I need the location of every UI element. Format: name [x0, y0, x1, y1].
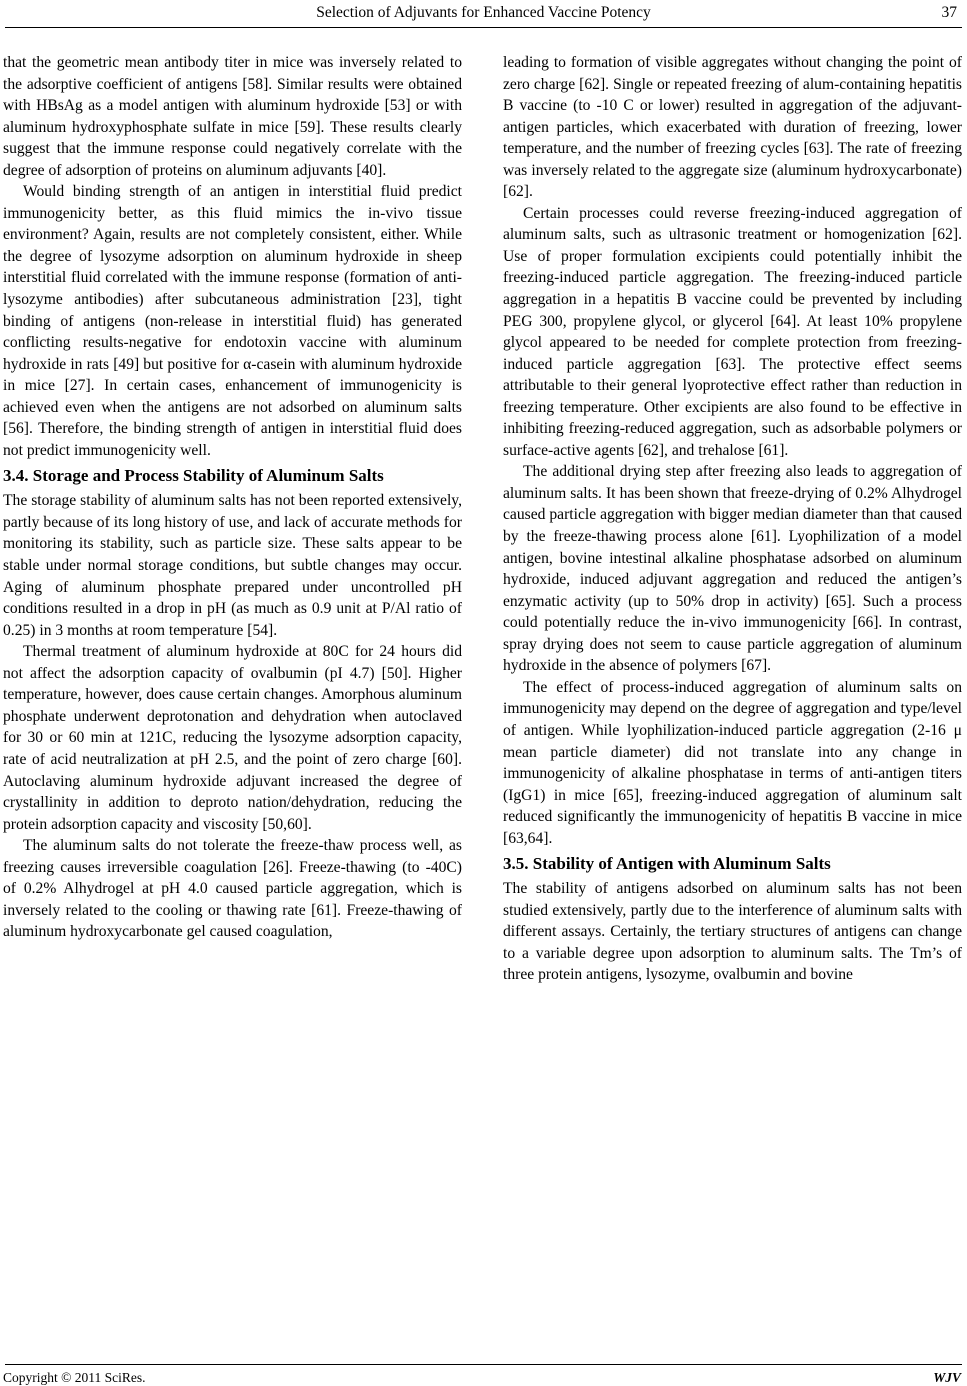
paragraph: Would binding strength of an antigen in interstitial fluid predict immunogenicity better, as this fluid mimics the in-vivo tissue environment? Again, results are not completely consistent, either. While the degree of lysozyme adsorption on aluminum hydroxide in sheep interstitial fluid correlated with the immune response (formation of anti-lysozyme antibodies) after subcutaneous administration [23], tight binding of antigens (non-release in interstitial fluid) has generated conflicting results-negative for endotoxin vaccine with aluminum hydroxide in rats [49] but positive for α-casein with aluminum hydroxide in mice [27]. In certain cases, enhancement of immunogenicity is achieved even when the antigens are not adsorbed on aluminum salts [56]. Therefore, the binding strength of antigen in interstitial fluid does not predict immunogenicity well. — [3, 183, 462, 459]
running-header — [0, 2, 967, 24]
left-column — [3, 52, 462, 1360]
paragraph: Thermal treatment of aluminum hydroxide at 80C for 24 hours did not affect the adsorption capacity of ovalbumin (pI 4.7) [50]. Higher temperature, however, does cause certain changes. Amorphous aluminum phosphate underwent deprotonation and dehydration when autoclaved for 30 or 60 min at 121C, reducing the lysozyme adsorption capacity, rate of acid neutralization at pH 2.5, and the point of zero charge [60]. Autoclaving aluminum hydroxide adjuvant increased the degree of crystallinity in addition to deproto nation/dehydration, reducing the protein adsorption capacity and viscosity [50,60]. — [3, 643, 462, 833]
journal-abbreviation: WJV — [933, 1370, 961, 1385]
header-rule — [5, 27, 962, 28]
page-number: 37 — [941, 4, 957, 21]
paragraph: Certain processes could reverse freezing-induced aggregation of aluminum salts, such as ultrasonic treatment or homogenization [62]. Use of proper formulation excipients could potentially inhibit the freezing-induced particle aggregation. The freezing-induced particle aggregation in a hepatitis B vaccine could be prevented by including PEG 300, propylene glycol, or glycerol [64]. At least 10% propylene glycol appeared to be needed for complete protection from freezing-induced particle aggregation [63]. The protective effect seems attributable to their general lyoprotective effect rather than reduction in freezing temperature. Other excipients are also found to be effective in inhibiting freezing-reduced aggregation, such as adsorbable polymers or surface-active agents [62], and trehalose [61]. — [503, 204, 962, 459]
paragraph: The storage stability of aluminum salts has not been reported extensively, partly because of its long history of use, and lack of accurate methods for monitoring its stability, such as particle size. These salts appear to be stable under normal storage conditions, but subtle changes may occur. Aging of aluminum phosphate prepared under uncontrolled pH conditions resulted in a drop in pH (as much as 0.9 unit at P/Al ratio of 0.25) in 3 months at room temperature [54]. — [3, 492, 462, 639]
page-footer — [0, 1369, 967, 1386]
right-column — [503, 52, 962, 1360]
section-heading-3-5: 3.5. Stability of Antigen with Aluminum Salts — [503, 854, 831, 874]
section-heading-3-4: 3.4. Storage and Process Stability of Aluminum Salts — [3, 466, 384, 486]
running-title: Selection of Adjuvants for Enhanced Vaccine Potency — [316, 4, 651, 21]
paragraph: that the geometric mean antibody titer in mice was inversely related to the adsorptive coefficient of antigens [58]. Similar results were obtained with HBsAg as a model antigen with aluminum hydroxide [53] or with aluminum hydroxyphosphate sulfate in mice [59]. These results clearly suggest that the immune response could negatively correlate with the degree of adsorption of proteins on aluminum adjuvants [40]. — [3, 54, 462, 179]
paragraph: The aluminum salts do not tolerate the freeze-thaw process well, as freezing causes irreversible coagulation [26]. Freeze-thawing (to -40C) of 0.2% Alhydrogel at pH 4.0 caused particle aggregation, which is inversely related to the cooling or thawing rate [61]. Freeze-thawing of aluminum hydroxycarbonate gel caused coagulation, — [3, 837, 462, 941]
paragraph: The effect of process-induced aggregation of aluminum salts on immunogenicity may depend on the degree of aggregation and type/level of antigen. While lyophilization-induced particle aggregation (2-16 μ mean particle diameter) did not translate into any change in immunogenicity of alkaline phosphatase in terms of anti-antigen titers (IgG1) in mice [65], freezing-induced aggregation of aluminum salt reduced significantly the immunogenicity of hepatitis B vaccine in mice [63,64]. — [503, 678, 962, 847]
footer-rule — [5, 1364, 962, 1365]
paragraph: The additional drying step after freezing also leads to aggregation of aluminum salts. It has been shown that freeze-drying of 0.2% Alhydrogel caused particle aggregation with bigger median diameter than that caused by the freeze-thawing process alone [61]. Lyophilization of a model antigen, bovine intestinal alkaline phosphatase adsorbed on aluminum hydroxide, induced adjuvant aggregation and reduced the antigen’s enzymatic activity (up to 50% drop in activity) [65]. Such a process could potentially reduce the in-vivo immunogenicity [66]. In contrast, spray drying does not seem to cause particle aggregation of aluminum hydroxide in the absence of polymers [67]. — [503, 463, 962, 675]
copyright-notice: Copyright © 2011 SciRes. — [3, 1370, 146, 1385]
paragraph: The stability of antigens adsorbed on aluminum salts has not been studied extensively, partly due to the interference of aluminum salts with different assays. Certainly, the tertiary structures of antigens can change to a variable degree upon adsorption to aluminum salts. The Tm’s of three protein antigens, lysozyme, ovalbumin and bovine — [503, 880, 962, 984]
paragraph: leading to formation of visible aggregates without changing the point of zero charge [62]. Single or repeated freezing of alum-containing hepatitis B vaccine (to -10 C or lower) resulted in aggregation of the adjuvant-antigen particles, which exacerbated with duration of freezing, lower temperature, and the number of freezing cycles [63]. The rate of freezing was inversely related to the aggregate size (aluminum hydroxycarbonate) [62]. — [503, 54, 962, 201]
